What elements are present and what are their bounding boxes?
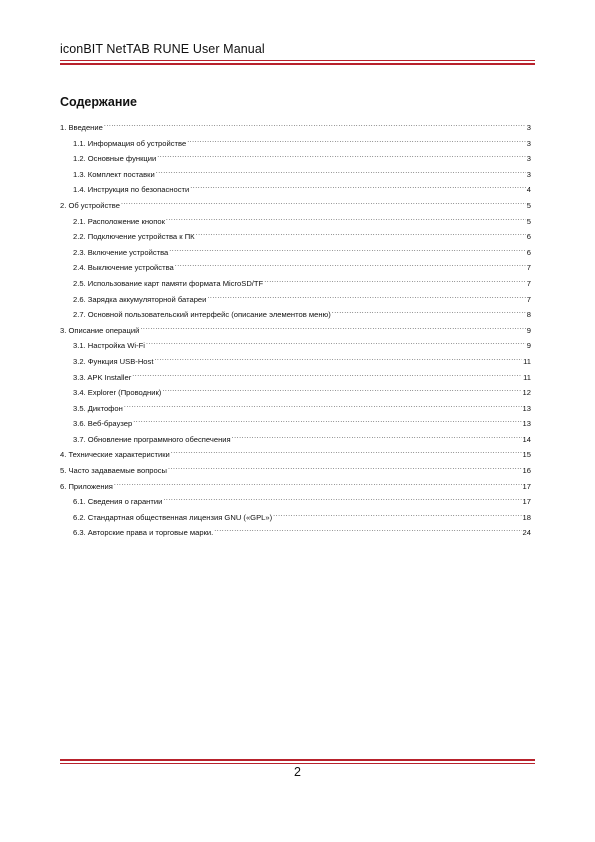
toc-entry[interactable] <box>60 338 531 354</box>
toc-dot-leader <box>214 525 521 535</box>
toc-dot-leader <box>332 307 526 317</box>
toc-dot-leader <box>168 463 522 473</box>
toc-entry-page: 7 <box>526 278 531 288</box>
toc-entry-page: 16 <box>522 466 531 476</box>
header-title: iconBIT NetTAB RUNE User Manual <box>60 42 265 56</box>
footer-rule-thick <box>60 759 535 761</box>
toc-entry[interactable] <box>60 214 531 230</box>
toc-entry-label: 2.4. Выключение устройства <box>73 263 174 273</box>
toc-entry[interactable] <box>60 245 531 261</box>
toc-dot-leader <box>140 323 525 333</box>
toc-entry-page: 3 <box>526 138 531 148</box>
toc-dot-leader <box>132 370 522 380</box>
toc-entry-page: 3 <box>526 169 531 179</box>
toc-entry[interactable] <box>60 447 531 463</box>
toc-entry-page: 17 <box>522 481 531 491</box>
toc-dot-leader <box>146 338 526 348</box>
toc-entry[interactable] <box>60 385 531 401</box>
toc-entry[interactable] <box>60 416 531 432</box>
toc-entry-page: 3 <box>526 123 531 132</box>
toc-entry-page: 7 <box>526 294 531 304</box>
toc-heading: Содержание <box>60 95 138 109</box>
toc-entry[interactable] <box>60 323 531 339</box>
toc-entry-label: 1.1. Информация об устройстве <box>73 138 187 148</box>
toc-dot-leader <box>171 447 522 457</box>
toc-entry-page: 18 <box>522 512 531 522</box>
toc-entry-page: 9 <box>526 341 531 351</box>
toc-entry-page: 17 <box>522 497 531 507</box>
toc-entry[interactable] <box>60 198 531 214</box>
toc-dot-leader <box>232 432 522 442</box>
toc-entry[interactable] <box>60 276 531 292</box>
toc-entry[interactable] <box>60 370 531 386</box>
toc-entry[interactable] <box>60 510 531 526</box>
toc-dot-leader <box>264 276 526 286</box>
toc-entry-label: 2.2. Подключение устройства к ПК <box>73 232 195 242</box>
toc-dot-leader <box>157 151 526 161</box>
toc-dot-leader <box>156 167 526 177</box>
toc-dot-leader <box>196 229 526 239</box>
toc-entry-label: 2. Об устройстве <box>60 200 120 210</box>
toc-entry-page: 11 <box>523 372 531 382</box>
toc-dot-leader <box>114 479 522 489</box>
toc-entry[interactable] <box>60 432 531 448</box>
toc-entry-label: 3.4. Explorer (Проводник) <box>73 388 162 398</box>
toc-entry-page: 6 <box>526 232 531 242</box>
toc-entry[interactable] <box>60 260 531 276</box>
toc-entry-label: 1.3. Комплект поставки <box>73 169 155 179</box>
toc-entry-label: 2.5. Использование карт памяти формата MicroSD/TF <box>73 278 264 288</box>
toc-dot-leader <box>190 182 526 192</box>
toc-entry-page: 15 <box>522 450 531 460</box>
toc-dot-leader <box>154 354 522 364</box>
toc-entry-label: 3.3. APK Installer <box>73 372 132 382</box>
toc-entry-page: 13 <box>522 419 531 429</box>
toc-entry-page: 5 <box>526 216 531 226</box>
toc-entry-label: 6. Приложения <box>60 481 113 491</box>
toc-entry[interactable] <box>60 525 531 541</box>
toc-entry-label: 3.6. Веб-браузер <box>73 419 133 429</box>
toc-entry-page: 11 <box>523 356 531 366</box>
toc-entry-label: 3.7. Обновление программного обеспечения <box>73 434 231 444</box>
toc-dot-leader <box>104 120 526 130</box>
toc-entry-page: 6 <box>526 247 531 257</box>
toc-dot-leader <box>187 136 526 146</box>
toc-dot-leader <box>207 292 525 302</box>
footer-rule-thin <box>60 763 535 764</box>
toc-entry[interactable] <box>60 151 531 167</box>
toc-entry[interactable] <box>60 479 531 495</box>
toc-entry[interactable] <box>60 292 531 308</box>
toc-dot-leader <box>133 416 521 426</box>
toc-entry-page: 13 <box>522 403 531 413</box>
toc-entry-page: 7 <box>526 263 531 273</box>
toc-entry[interactable] <box>60 167 531 183</box>
toc-dot-leader <box>163 494 521 504</box>
toc-dot-leader <box>121 198 526 208</box>
toc-entry[interactable] <box>60 401 531 417</box>
toc-entry-label: 1.4. Инструкция по безопасности <box>73 185 190 195</box>
toc-entry-label: 6.2. Стандартная общественная лицензия GNU («GPL») <box>73 512 273 522</box>
toc-dot-leader <box>166 214 526 224</box>
toc-entry[interactable] <box>60 120 531 136</box>
toc-entry-page: 14 <box>522 434 531 444</box>
toc-entry-label: 6.1. Сведения о гарантии <box>73 497 163 507</box>
toc-entry-label: 3. Описание операций <box>60 325 140 335</box>
toc-entry[interactable] <box>60 182 531 198</box>
toc-entry[interactable] <box>60 136 531 152</box>
toc-entry-label: 1. Введение <box>60 123 103 132</box>
toc-dot-leader <box>175 260 526 270</box>
table-of-contents <box>60 120 531 541</box>
toc-entry-label: 2.3. Включение устройства <box>73 247 169 257</box>
toc-dot-leader <box>169 245 525 255</box>
toc-entry-page: 9 <box>526 325 531 335</box>
toc-dot-leader <box>162 385 521 395</box>
toc-entry-page: 3 <box>526 154 531 164</box>
toc-entry-label: 5. Часто задаваемые вопросы <box>60 466 168 476</box>
toc-entry-page: 24 <box>522 528 531 538</box>
toc-dot-leader <box>124 401 522 411</box>
toc-entry-label: 2.6. Зарядка аккумуляторной батареи <box>73 294 207 304</box>
toc-entry-page: 5 <box>526 200 531 210</box>
toc-entry[interactable] <box>60 307 531 323</box>
toc-dot-leader <box>273 510 521 520</box>
header-rule-thick <box>60 63 535 65</box>
toc-entry-label: 4. Технические характеристики <box>60 450 170 460</box>
toc-entry-page: 12 <box>522 388 531 398</box>
toc-entry-label: 3.2. Функция USB-Host <box>73 356 154 366</box>
toc-entry-page: 4 <box>526 185 531 195</box>
toc-entry-label: 2.7. Основной пользовательский интерфейс (описание элементов меню) <box>73 310 331 320</box>
toc-entry-label: 2.1. Расположение кнопок <box>73 216 165 226</box>
header-rule-thin <box>60 60 535 61</box>
toc-entry[interactable] <box>60 463 531 479</box>
page-number: 2 <box>294 765 301 779</box>
toc-entry-label: 1.2. Основные функции <box>73 154 157 164</box>
toc-entry-label: 3.1. Настройка Wi-Fi <box>73 341 145 351</box>
toc-entry-label: 3.5. Диктофон <box>73 403 123 413</box>
toc-entry-label: 6.3. Авторские права и торговые марки. <box>73 528 214 538</box>
toc-entry[interactable] <box>60 494 531 510</box>
toc-entry[interactable] <box>60 229 531 245</box>
toc-entry-page: 8 <box>526 310 531 320</box>
toc-entry[interactable] <box>60 354 531 370</box>
